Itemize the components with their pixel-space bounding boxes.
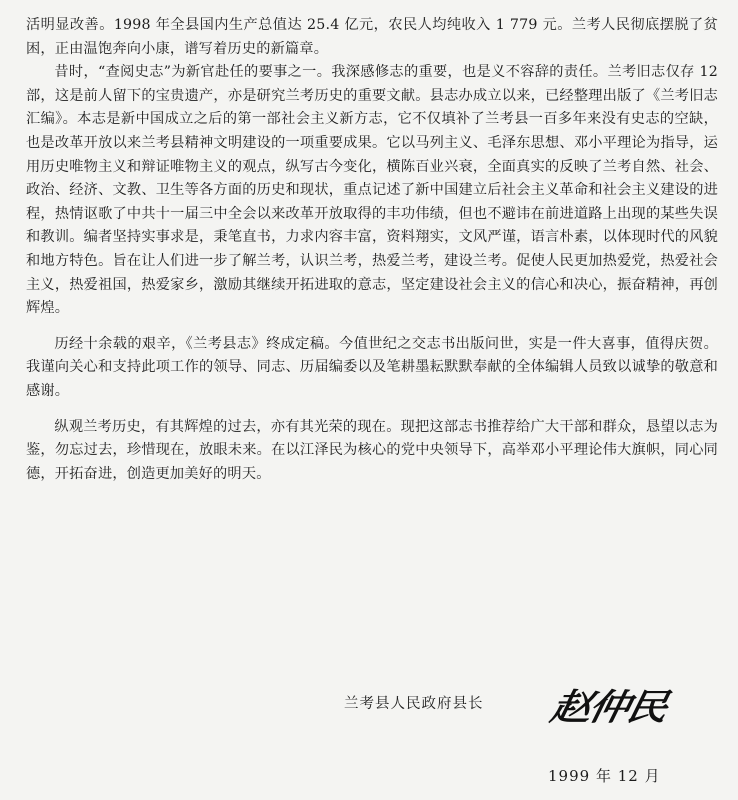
signature-block — [330, 676, 720, 732]
signatory-title: 兰考县人民政府县长 — [344, 696, 484, 712]
paragraph-4: 纵观兰考历史，有其辉煌的过去，亦有其光荣的现在。现把这部志书推荐给广大干部和群众，恳望以志为鉴，勿忘过去，珍惜现在，放眼未来。在以江泽民为核心的党中央领导下，高举邓小平理论伟大旗帜，同心同德，开拓奋进，创造更加美好的明天。 — [26, 418, 718, 482]
paragraph-1: 活明显改善。1998 年全县国内生产总值达 25.4 亿元，农民人均纯收入 1 779 元。兰考人民彻底摆脱了贫困，正由温饱奔向小康，谱写着历史的新篇章。 — [26, 17, 718, 57]
document-date: 1999 年 12 月 — [548, 767, 661, 785]
body-text — [26, 14, 718, 486]
paragraph-2: 昔时，“查阅史志”为新官赴任的要事之一。我深感修志的重要，也是义不容辞的责任。兰考旧志仅存 12 部，这是前人留下的宝贵遗产，亦是研究兰考历史的重要文献。县志办成立以来，已经整理出版了《兰考旧志汇编》。本志是新中国成立之后的第一部社会主义新方志，它不仅填补了兰考县一百多年来没有史志的空缺，也是改革开放以来兰考县精神文明建设的一项重要成果。它以马列主义、毛泽东思想、邓小平理论为指导，运用历史唯物主义和辩证唯物主义的观点，纵写古今变化，横陈百业兴衰，全面真实的反映了兰考自然、社会、政治、经济、文教、卫生等各方面的历史和现状，重点记述了新中国建立后社会主义革命和社会主义建设的进程，热情讴歌了中共十一届三中全会以来改革开放取得的丰功伟绩，但也不避讳在前进道路上出现的某些失误和教训。编者坚持实事求是，秉笔直书，力求内容丰富，资料翔实，文风严谨，语言朴素，以体现时代的风貌和地方特色。旨在让人们进一步了解兰考，认识兰考，热爱兰考，建设兰考。促使人民更加热爱党，热爱社会主义，热爱祖国，热爱家乡，激励其继续开拓进取的意志，坚定建设社会主义的信心和决心，振奋精神，再创辉煌。 — [26, 64, 718, 317]
handwritten-signature: 赵仲民 — [546, 686, 670, 729]
paragraph-3: 历经十余载的艰辛，《兰考县志》终成定稿。今值世纪之交志书出版问世，实是一件大喜事，值得庆贺。我谨向关心和支持此项工作的领导、同志、历届编委以及笔耕墨耘默默奉献的全体编辑人员致以诚挚的敬意和感谢。 — [26, 335, 718, 399]
